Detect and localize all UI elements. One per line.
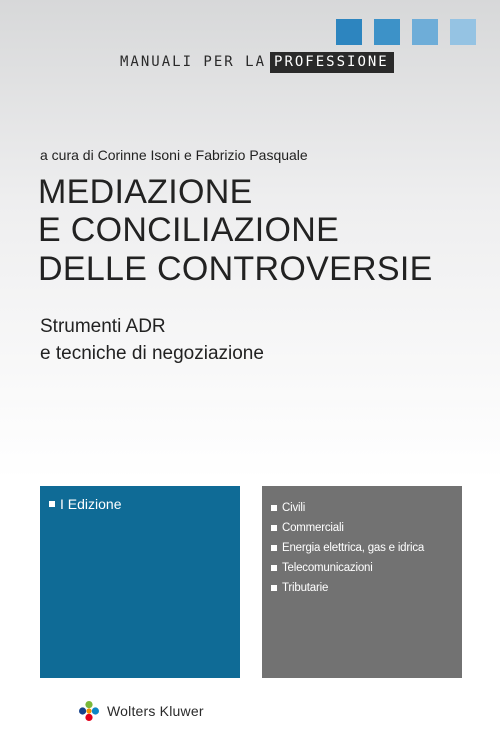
authors-line: a cura di Corinne Isoni e Fabrizio Pasquale [40, 147, 308, 163]
topic-item [271, 498, 424, 518]
series-square [374, 19, 400, 45]
square-bullet-icon [271, 525, 277, 531]
series-name [120, 52, 476, 73]
topic-label: Tributarie [282, 582, 329, 594]
square-bullet-icon [271, 565, 277, 571]
topic-label: Commerciali [282, 522, 344, 534]
edition-text: I Edizione [60, 496, 122, 512]
topic-item [271, 518, 424, 538]
series-highlight: PROFESSIONE [270, 52, 394, 73]
book-title [38, 173, 433, 288]
subtitle-line: Strumenti ADR [40, 316, 166, 337]
topic-list [271, 498, 424, 598]
topic-label: Telecomunicazioni [282, 562, 373, 574]
square-bullet-icon [271, 545, 277, 551]
publisher-name: Wolters Kluwer [107, 703, 204, 719]
title-line: E CONCILIAZIONE [38, 211, 340, 250]
topic-label: Civili [282, 502, 306, 514]
book-subtitle [40, 314, 264, 368]
subtitle-line: e tecniche di negoziazione [40, 342, 264, 364]
publisher-logo [78, 700, 204, 722]
square-bullet-icon [271, 585, 277, 591]
title-line: MEDIAZIONE [38, 173, 253, 211]
edition-panel [40, 486, 240, 678]
edition-label [49, 496, 121, 512]
topic-item [271, 538, 424, 558]
topic-item [271, 578, 424, 598]
topic-label: Energia elettrica, gas e idrica [282, 542, 425, 554]
series-square [336, 19, 362, 45]
series-square [412, 19, 438, 45]
wolters-kluwer-globe-icon [78, 700, 100, 722]
series-square [450, 19, 476, 45]
topic-item [271, 558, 424, 578]
series-squares [336, 19, 476, 45]
series-prefix: MANUALI PER LA [120, 54, 267, 71]
topics-panel [262, 486, 462, 678]
square-bullet-icon [271, 505, 277, 511]
title-line: DELLE CONTROVERSIE [38, 249, 433, 288]
square-bullet-icon [49, 501, 55, 507]
